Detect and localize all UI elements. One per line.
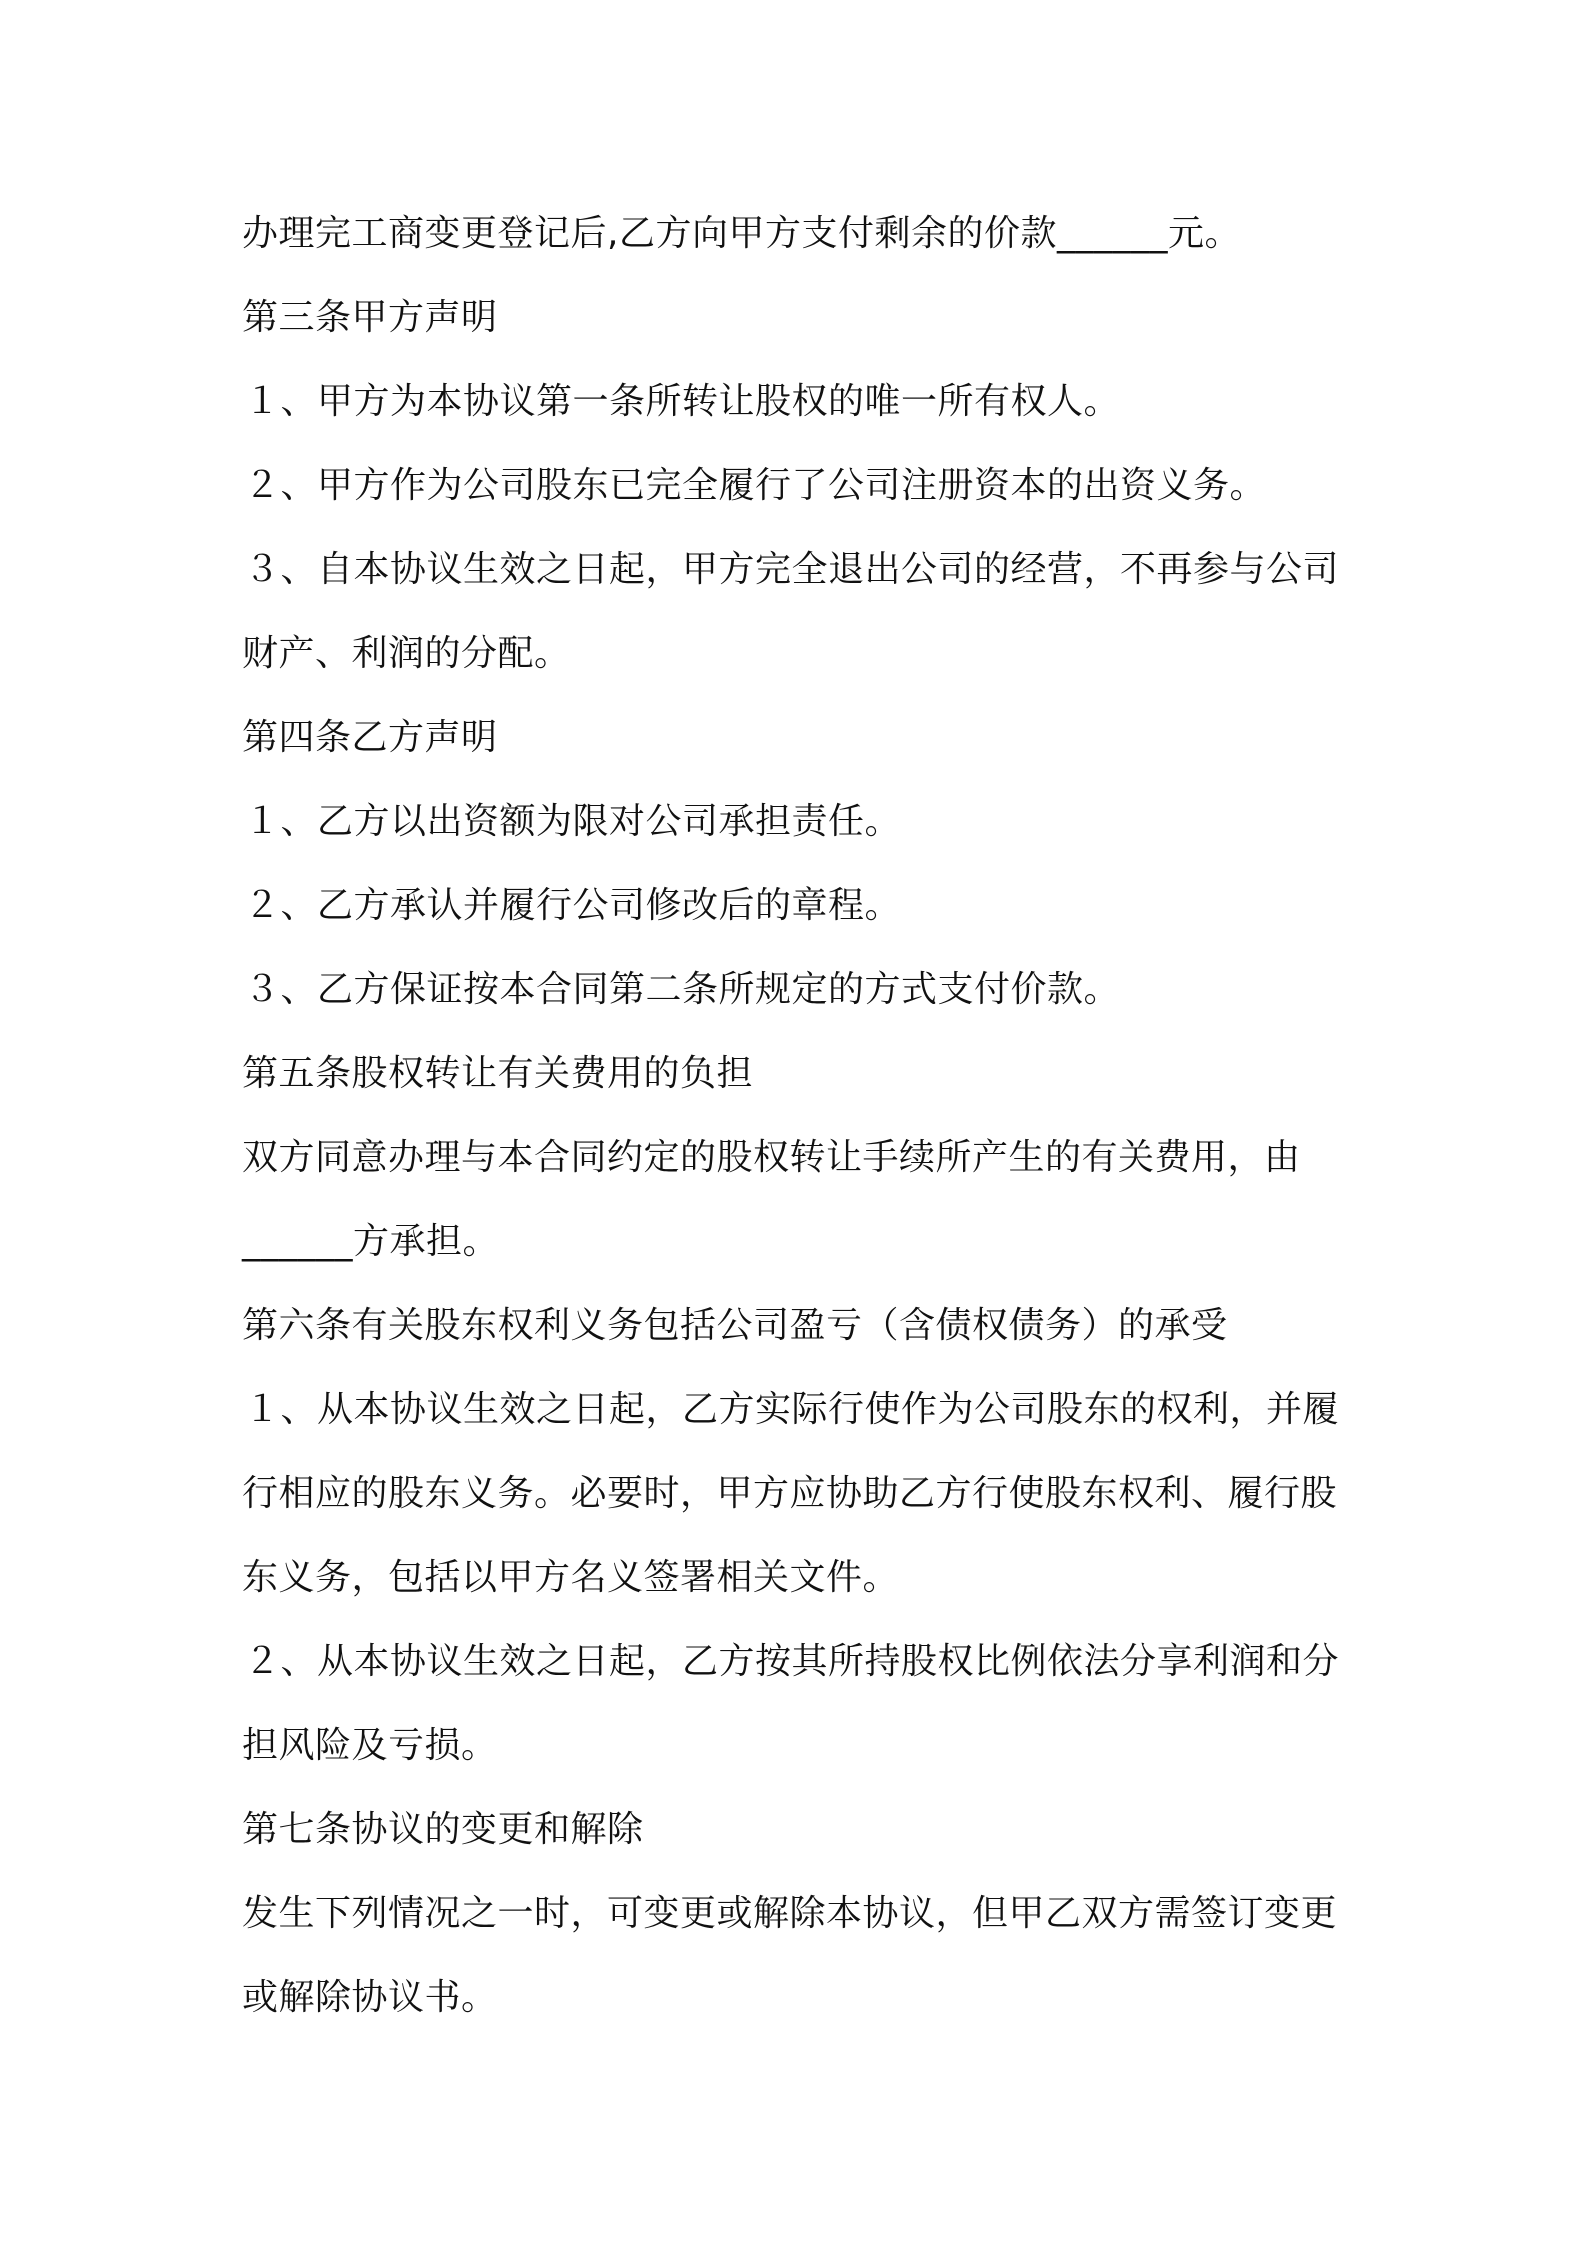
text-line: 担风险及亏损。 [242, 1725, 498, 1766]
text-line: 东义务，包括以甲方名义签署相关文件。 [242, 1557, 900, 1598]
text-line: 办理完工商变更登记后,乙方向甲方支付剩余的价款______元。 [242, 213, 1241, 254]
text-line: ３、乙方保证按本合同第二条所规定的方式支付价款。 [244, 969, 1121, 1010]
text-line: 或解除协议书。 [242, 1977, 498, 2018]
text-line: ３、自本协议生效之日起，甲方完全退出公司的经营，不再参与公司 [244, 549, 1340, 590]
text-line: 行相应的股东义务。必要时，甲方应协助乙方行使股东权利、履行股 [242, 1473, 1338, 1514]
text-line: ２、甲方作为公司股东已完全履行了公司注册资本的出资义务。 [244, 465, 1267, 506]
section-heading: 第三条甲方声明 [242, 297, 498, 338]
text-line: １、从本协议生效之日起，乙方实际行使作为公司股东的权利，并履 [244, 1389, 1340, 1430]
section-heading: 第七条协议的变更和解除 [242, 1809, 644, 1850]
section-heading: 第四条乙方声明 [242, 717, 498, 758]
text-line: 发生下列情况之一时，可变更或解除本协议，但甲乙双方需签订变更 [242, 1893, 1338, 1934]
text-line: ２、从本协议生效之日起，乙方按其所持股权比例依法分享利润和分 [244, 1641, 1340, 1682]
text-line: 双方同意办理与本合同约定的股权转让手续所产生的有关费用，由 [242, 1137, 1301, 1178]
section-heading: 第五条股权转让有关费用的负担 [242, 1053, 754, 1094]
text-line: １、甲方为本协议第一条所转让股权的唯一所有权人。 [244, 381, 1121, 422]
section-heading: 第六条有关股东权利义务包括公司盈亏（含债权债务）的承受 [242, 1305, 1228, 1346]
text-line: ______方承担。 [242, 1221, 500, 1262]
document-body [242, 192, 1357, 2040]
text-line: １、乙方以出资额为限对公司承担责任。 [244, 801, 902, 842]
text-line: 财产、利润的分配。 [242, 633, 571, 674]
text-line: ２、乙方承认并履行公司修改后的章程。 [244, 885, 902, 926]
